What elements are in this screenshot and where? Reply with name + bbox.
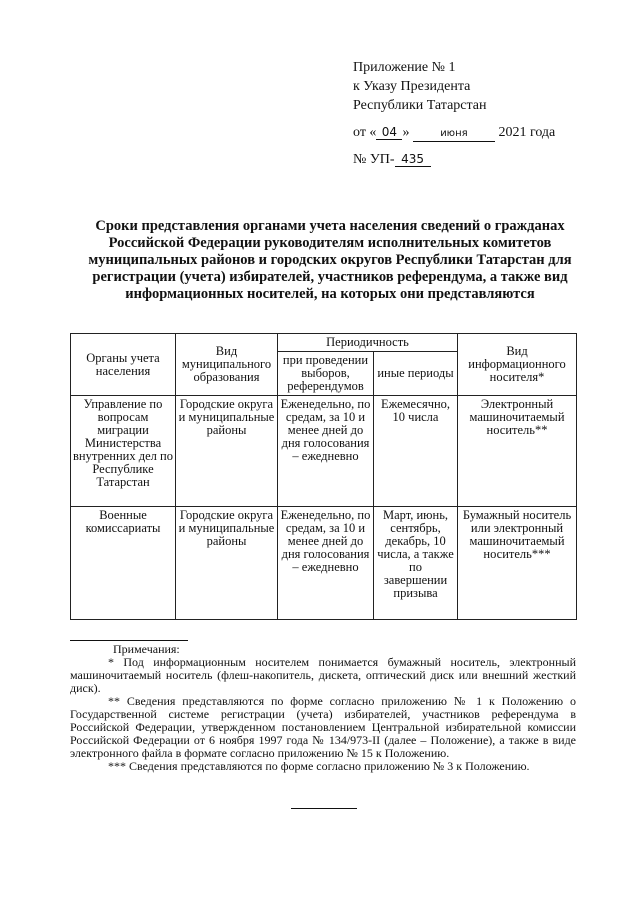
cell-municipality: Городские округа и муниципальные районы <box>176 396 278 507</box>
header-other-periods: иные периоды <box>374 352 458 396</box>
end-divider <box>291 808 357 809</box>
date-prefix: от « <box>353 125 377 140</box>
date-month: июня <box>413 127 495 142</box>
appendix-date <box>353 123 613 142</box>
date-year: 2021 года <box>498 125 556 140</box>
appendix-header <box>353 58 613 169</box>
cell-organ: Управление по вопросам миграции Министерства внутренних дел по Республике Татарстан <box>71 396 176 507</box>
number-value: 435 <box>395 152 431 167</box>
appendix-decree: к Указу Президента <box>353 79 471 94</box>
header-organs: Органы учета населения <box>71 334 176 396</box>
cell-other: Март, июнь, сентябрь, декабрь, 10 числа, а также по завершении призыва <box>374 507 458 620</box>
header-carrier: Вид информационного носителя* <box>458 334 577 396</box>
appendix-number <box>353 150 613 169</box>
cell-elections: Еженедельно, по средам, за 10 и менее дней до дня голосования – ежедневно <box>278 507 374 620</box>
date-day: 04 <box>376 125 402 140</box>
header-elections: при проведении выборов, референдумов <box>278 352 374 396</box>
number-prefix: № УП- <box>353 152 395 167</box>
notes-heading: Примечания: <box>113 642 180 656</box>
date-mid: » <box>402 125 410 140</box>
cell-elections: Еженедельно, по средам, за 10 и менее дней до дня голосования – ежедневно <box>278 396 374 507</box>
cell-carrier: Электронный машиночитаемый носитель** <box>458 396 577 507</box>
appendix-title: Приложение № 1 <box>353 60 456 75</box>
table-row <box>71 507 577 620</box>
table-row <box>71 396 577 507</box>
header-municipality: Вид муниципального образования <box>176 334 278 396</box>
note-3: *** Сведения представляются по форме согласно приложению № 3 к Положению. <box>108 759 530 773</box>
notes-divider <box>70 640 188 641</box>
document-title: Сроки представления органами учета населения сведений о гражданах Российской Федерации руководителям исполнительных комитетов муниципальных районов и городских округов Республики Татарстан для регистрации (учета) избирателей, участников референдума, а также вид информационных носителей, на которых они представляются <box>88 218 572 302</box>
cell-organ: Военные комиссариаты <box>71 507 176 620</box>
periodicity-table <box>70 333 577 620</box>
cell-municipality: Городские округа и муниципальные районы <box>176 507 278 620</box>
note-1: * Под информационным носителем понимается бумажный носитель, электронный машиночитаемый носитель (флеш-накопитель, дискета, оптический диск или внешний жесткий диск). <box>70 655 576 695</box>
cell-other: Ежемесячно, 10 числа <box>374 396 458 507</box>
notes-section <box>70 643 576 773</box>
appendix-republic: Республики Татарстан <box>353 98 487 113</box>
header-periodicity: Периодичность <box>278 334 458 352</box>
cell-carrier: Бумажный носитель или электронный машиночитаемый носитель*** <box>458 507 577 620</box>
note-2: ** Сведения представляются по форме согласно приложению № 1 к Положению о Государственной системе регистрации (учета) избирателей, участников референдума в Российской Федерации, утвержденном постановлением Центральной избирательной комиссии Российской Федерации от 6 ноября 1997 года № 134/973-II (далее – Положение), а также в виде электронного файла в формате согласно приложению № 15 к Положению. <box>70 694 576 760</box>
table-header-row <box>71 334 577 352</box>
